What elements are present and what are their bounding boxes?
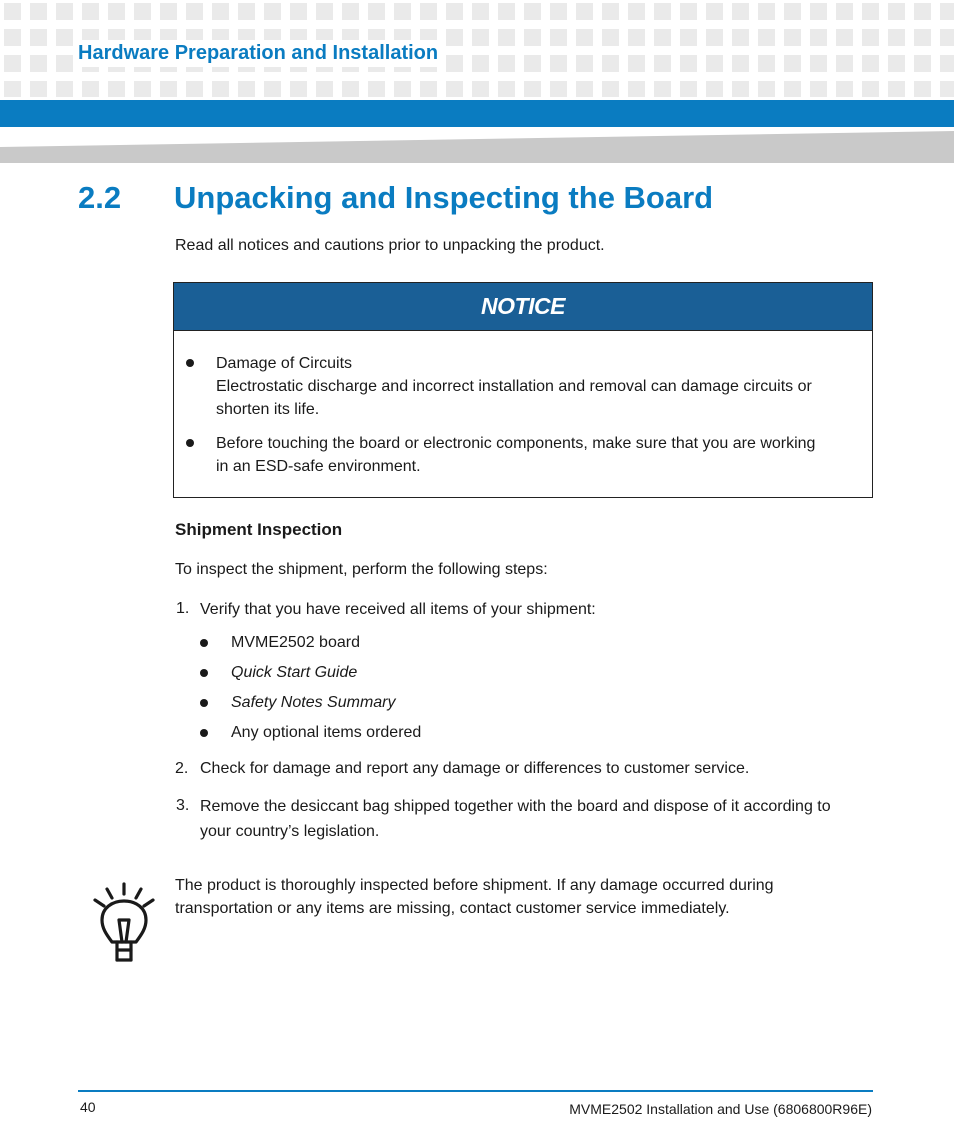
header-tile (134, 81, 151, 97)
shipment-intro: To inspect the shipment, perform the following steps: (175, 561, 548, 578)
header-tile (524, 3, 541, 20)
header-tile (56, 29, 73, 46)
header-tile (524, 29, 541, 46)
list-item: Safety Notes Summary (231, 694, 396, 711)
header-tile (602, 81, 619, 97)
header-tile (888, 55, 905, 72)
header-tile (472, 3, 489, 20)
header-tile (498, 3, 515, 20)
header-tile (940, 29, 954, 46)
header-tile (498, 29, 515, 46)
header-tile (524, 81, 541, 97)
header-tile (784, 81, 801, 97)
header-tile (472, 29, 489, 46)
header-tile (524, 55, 541, 72)
header-tile (758, 3, 775, 20)
list-item: Quick Start Guide (231, 664, 358, 681)
header-tile (4, 29, 21, 46)
header-tile (680, 55, 697, 72)
list-item: Any optional items ordered (231, 724, 422, 741)
header-tile (290, 3, 307, 20)
bullet-icon (186, 439, 194, 447)
bullet-icon (200, 699, 208, 707)
header-tile (862, 29, 879, 46)
chapter-title: Hardware Preparation and Installation (78, 40, 442, 67)
header-tile (602, 55, 619, 72)
header-tile (576, 29, 593, 46)
header-tile (498, 81, 515, 97)
header-tile (212, 81, 229, 97)
header-tile (56, 81, 73, 97)
header-tile (394, 3, 411, 20)
header-tile (758, 81, 775, 97)
header-tile (290, 81, 307, 97)
header-tile (680, 3, 697, 20)
header-tile (342, 81, 359, 97)
section-title: Unpacking and Inspecting the Board (174, 180, 714, 215)
header-tile (810, 81, 827, 97)
header-tile (576, 3, 593, 20)
header-tile (212, 3, 229, 20)
step-text: Verify that you have received all items of your shipment: (200, 601, 596, 618)
header-tile (706, 81, 723, 97)
header-tile (186, 81, 203, 97)
header-tile (940, 55, 954, 72)
header-tile (82, 3, 99, 20)
header-tile (576, 55, 593, 72)
header-tile (4, 81, 21, 97)
header-tile (550, 29, 567, 46)
header-tile (836, 81, 853, 97)
step-text: your country’s legislation. (200, 823, 380, 840)
header-tile (30, 3, 47, 20)
header-tile (914, 3, 931, 20)
header-tile (940, 3, 954, 20)
tip-text: The product is thoroughly inspected before shipment. If any damage occurred during (175, 877, 774, 894)
header-tile (4, 55, 21, 72)
header-tile (654, 29, 671, 46)
header-tile (186, 3, 203, 20)
header-tile (316, 81, 333, 97)
header-tile (758, 55, 775, 72)
subsection-heading: Shipment Inspection (175, 520, 343, 539)
notice-box (173, 282, 873, 498)
header-tile (810, 55, 827, 72)
header-tile (888, 81, 905, 97)
section-intro: Read all notices and cautions prior to unpacking the product. (175, 237, 605, 254)
step-text: Check for damage and report any damage or differences to customer service. (200, 760, 750, 777)
section-number: 2.2 (78, 180, 122, 215)
step-number: 2. (175, 760, 189, 777)
page-number: 40 (80, 1099, 96, 1115)
header-tile (654, 81, 671, 97)
list-item: MVME2502 board (231, 634, 360, 651)
step-number: 3. (176, 797, 190, 814)
header-tile (628, 3, 645, 20)
header-tile (238, 81, 255, 97)
header-tile (30, 81, 47, 97)
header-tile (628, 29, 645, 46)
header-tile (732, 29, 749, 46)
header-tile (160, 81, 177, 97)
header-tile (862, 81, 879, 97)
header-tile (472, 81, 489, 97)
lightbulb-icon (92, 882, 156, 964)
bullet-icon (200, 639, 208, 647)
header-tile (264, 3, 281, 20)
header-tile (498, 55, 515, 72)
header-tile (680, 81, 697, 97)
header-tile (446, 3, 463, 20)
header-tile (706, 29, 723, 46)
header-tile (134, 3, 151, 20)
header-tile (784, 55, 801, 72)
header-tile (654, 55, 671, 72)
header-tile (420, 81, 437, 97)
header-tile (446, 29, 463, 46)
step-number: 1. (176, 600, 190, 617)
header-tile (654, 3, 671, 20)
header-tile (628, 81, 645, 97)
header-tile (160, 3, 177, 20)
header-tile (342, 3, 359, 20)
bullet-icon (200, 729, 208, 737)
header-tile (836, 3, 853, 20)
header-tile (420, 3, 437, 20)
header-tile (56, 55, 73, 72)
bullet-icon (200, 669, 208, 677)
header-tile (862, 55, 879, 72)
header-tile (602, 3, 619, 20)
footer-rule (78, 1090, 873, 1092)
header-blue-bar (0, 100, 954, 127)
header-tile (550, 3, 567, 20)
bullet-icon (186, 359, 194, 367)
header-tile (680, 29, 697, 46)
header-tile (862, 3, 879, 20)
step-text: Remove the desiccant bag shipped together with the board and dispose of it according to (200, 798, 831, 815)
header-tile (914, 55, 931, 72)
header-tile (758, 29, 775, 46)
header-tile (446, 81, 463, 97)
header-tile (472, 55, 489, 72)
header-tile (4, 3, 21, 20)
notice-item-text: in an ESD-safe environment. (216, 458, 421, 475)
header-grey-wedge (0, 131, 954, 163)
notice-label: NOTICE (481, 293, 565, 319)
header-tile (784, 3, 801, 20)
header-tile (368, 3, 385, 20)
notice-header (174, 283, 872, 331)
header-tile (940, 81, 954, 97)
header-tile (238, 3, 255, 20)
header-tile (810, 29, 827, 46)
header-tile (316, 3, 333, 20)
header-tile (914, 81, 931, 97)
header-tile (446, 55, 463, 72)
header-tile (732, 55, 749, 72)
header-tile (82, 81, 99, 97)
header-tile (732, 3, 749, 20)
header-tile (888, 29, 905, 46)
header-tile (706, 3, 723, 20)
header-tile (56, 3, 73, 20)
header-tile (108, 3, 125, 20)
header-tile (628, 55, 645, 72)
header-tile (602, 29, 619, 46)
notice-item-text: shorten its life. (216, 401, 320, 418)
header-tile (810, 3, 827, 20)
header-tile (706, 55, 723, 72)
tip-text: transportation or any items are missing, contact customer service immediately. (175, 900, 730, 917)
header-tile (108, 81, 125, 97)
notice-item-text: Electrostatic discharge and incorrect installation and removal can damage circuits or (216, 378, 812, 395)
header-tile (550, 55, 567, 72)
header-tile (550, 81, 567, 97)
header-tile (914, 29, 931, 46)
header-tile (732, 81, 749, 97)
notice-item-title: Damage of Circuits (216, 355, 353, 372)
header-tile (888, 3, 905, 20)
header-tile (576, 81, 593, 97)
notice-item-text: Before touching the board or electronic components, make sure that you are working (216, 435, 816, 452)
header-tile (264, 81, 281, 97)
header-tile (784, 29, 801, 46)
header-tile (394, 81, 411, 97)
header-tile (30, 29, 47, 46)
header-tile (368, 81, 385, 97)
header-tile (836, 29, 853, 46)
header-tile (836, 55, 853, 72)
document-title: MVME2502 Installation and Use (6806800R96E) (569, 1101, 872, 1117)
header-tile (30, 55, 47, 72)
